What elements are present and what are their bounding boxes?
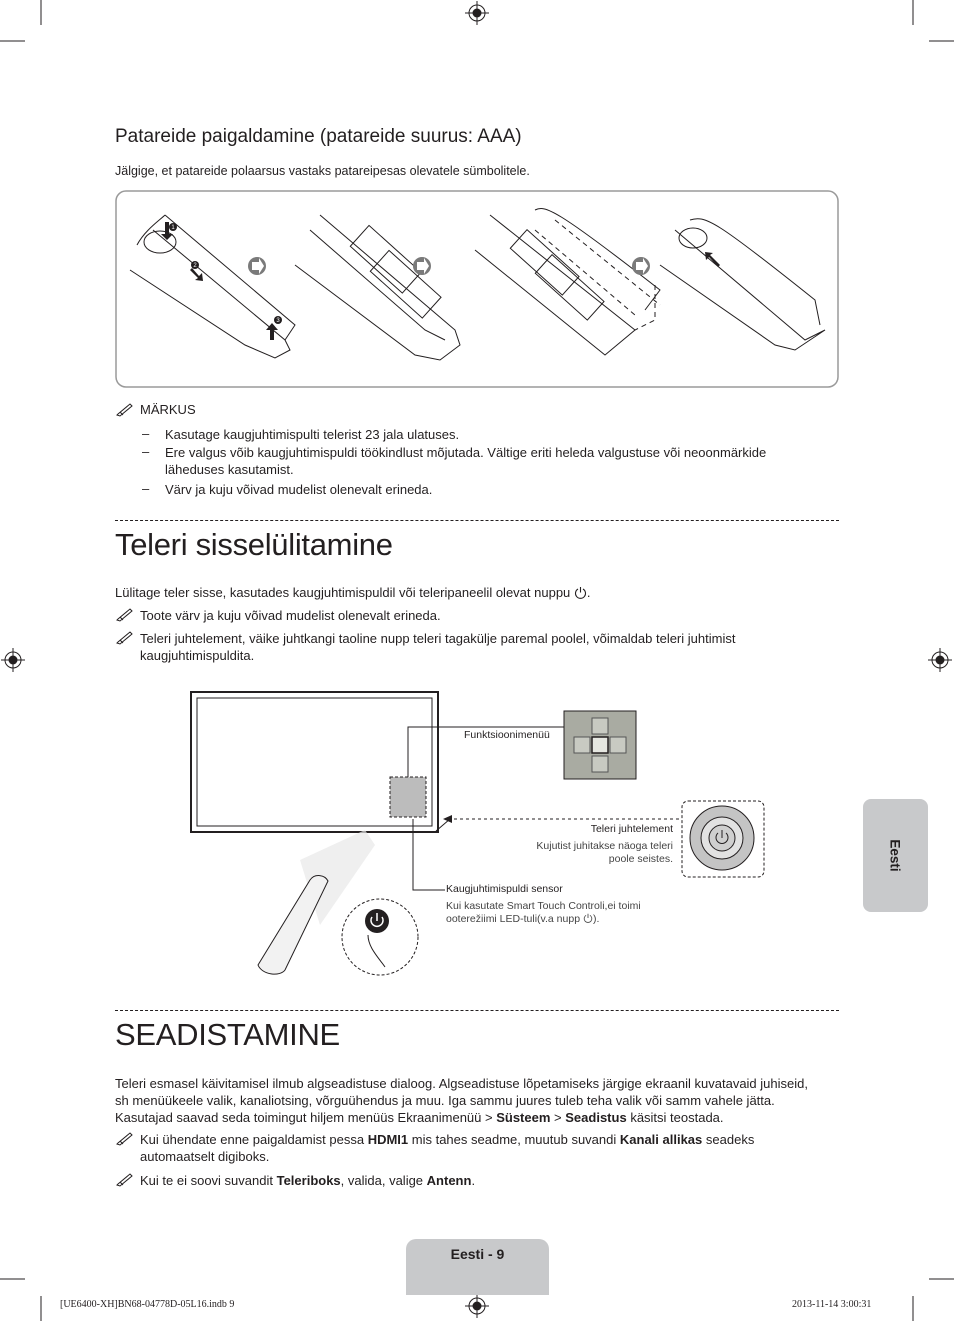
- sensor-desc-2: ooterežiimi LED-tuli(v.a nupp ).: [446, 913, 600, 925]
- sensor-desc-1: Kui kasutate Smart Touch Controli,ei toimi: [446, 900, 641, 912]
- step-number-1: 1: [171, 225, 175, 231]
- page-number: Eesti - 9: [450, 1246, 505, 1262]
- setup-paragraph-line1: Teleri esmasel käivitamisel ilmub algseadistuse dialoog. Algseadistuse lõpetamiseks järgige ekraanil kuvatavaid juhiseid,: [115, 1076, 808, 1091]
- section-title-batteries: Patareide paigaldamine (patareide suurus: AAA): [115, 126, 522, 147]
- step-number-3: 3: [276, 318, 280, 324]
- section-title-power-on: Teleri sisselülitamine: [115, 527, 393, 562]
- sensor-label: Kaugjuhtimispuldi sensor: [446, 883, 563, 895]
- note-dash: –: [142, 426, 150, 441]
- setup-paragraph-line3: Kasutajad saavad seda toimingut hiljem menüüs Ekraanimenüü > Süsteem > Seadistus käsitsi teostada.: [115, 1110, 724, 1125]
- power-icon: [583, 913, 593, 923]
- next-step-arrow-icon: [413, 257, 431, 275]
- controller-label: Teleri juhtelement: [590, 823, 673, 835]
- section-divider: [115, 1010, 839, 1011]
- setup-note-1-cont: automaatselt digiboks.: [140, 1149, 270, 1164]
- setup-note-2: Kui te ei soovi suvandit Teleriboks, valida, valige Antenn.: [140, 1173, 476, 1188]
- setup-paragraph-line2: sh menüükeele valik, kanaliotsing, võrguühendus ja muu. Iga sammu juures tuleb teha valik või samm vahele jätta.: [115, 1093, 775, 1108]
- power-note-2-cont: kaugjuhtimispuldita.: [140, 648, 255, 663]
- controller-desc-2: poole seistes.: [608, 853, 673, 865]
- setup-note-1: Kui ühendate enne paigaldamist pessa HDMI1 mis tahes seadme, muutub suvandi Kanali allikas seadeks: [140, 1132, 755, 1147]
- battery-intro: Jälgige, et patareide polaarsus vastaks patareipesas olevatele sümbolitele.: [115, 164, 530, 178]
- power-note-1: Toote värv ja kuju võivad mudelist olenevalt erineda.: [140, 608, 441, 623]
- registration-mark-left: [1, 648, 25, 672]
- note-pencil-icon: [116, 631, 134, 645]
- footer-file-info: [UE6400-XH]BN68-04778D-05L16.indb 9: [60, 1299, 235, 1310]
- note-item-1: Kasutage kaugjuhtimispulti telerist 23 jala ulatuses.: [165, 427, 460, 442]
- registration-mark-bottom: [465, 1294, 489, 1318]
- registration-mark-right: [928, 648, 952, 672]
- power-on-intro: Lülitage teler sisse, kasutades kaugjuhtimispuldil või teleripaneelil olevat nuppu .: [115, 585, 591, 600]
- section-divider: [115, 520, 839, 521]
- note-item-2: Ere valgus võib kaugjuhtimispuldi töökindlust mõjutada. Vältige eriti heleda valgustuse või neoonmärkide: [165, 445, 767, 460]
- note-pencil-icon: [116, 1173, 134, 1187]
- next-step-arrow-icon: [632, 257, 650, 275]
- footer-timestamp: 2013-11-14 3:00:31: [792, 1299, 872, 1310]
- section-title-setup: SEADISTAMINE: [115, 1017, 340, 1052]
- note-dash: –: [142, 444, 150, 459]
- function-menu-label: Funktsioonimenüü: [464, 729, 550, 741]
- note-dash: –: [142, 481, 150, 496]
- language-side-tab-label: Eesti: [888, 839, 903, 872]
- controller-desc-1: Kujutist juhitakse näoga teleri: [536, 840, 673, 852]
- power-icon: [574, 586, 587, 599]
- note-pencil-icon: [116, 403, 134, 417]
- registration-mark-top: [465, 1, 489, 25]
- battery-installation-figure: [115, 190, 839, 388]
- step-number-2: 2: [193, 263, 197, 269]
- next-step-arrow-icon: [248, 257, 266, 275]
- note-label: MÄRKUS: [140, 402, 196, 417]
- note-pencil-icon: [116, 608, 134, 622]
- power-note-2: Teleri juhtelement, väike juhtkangi taoline nupp teleri tagakülje paremal poolel, võimaldab teleri juhtimist: [140, 631, 736, 646]
- note-item-3: Värv ja kuju võivad mudelist olenevalt erineda.: [165, 482, 433, 497]
- note-item-2-cont: läheduses kasutamist.: [165, 462, 294, 477]
- note-pencil-icon: [116, 1132, 134, 1146]
